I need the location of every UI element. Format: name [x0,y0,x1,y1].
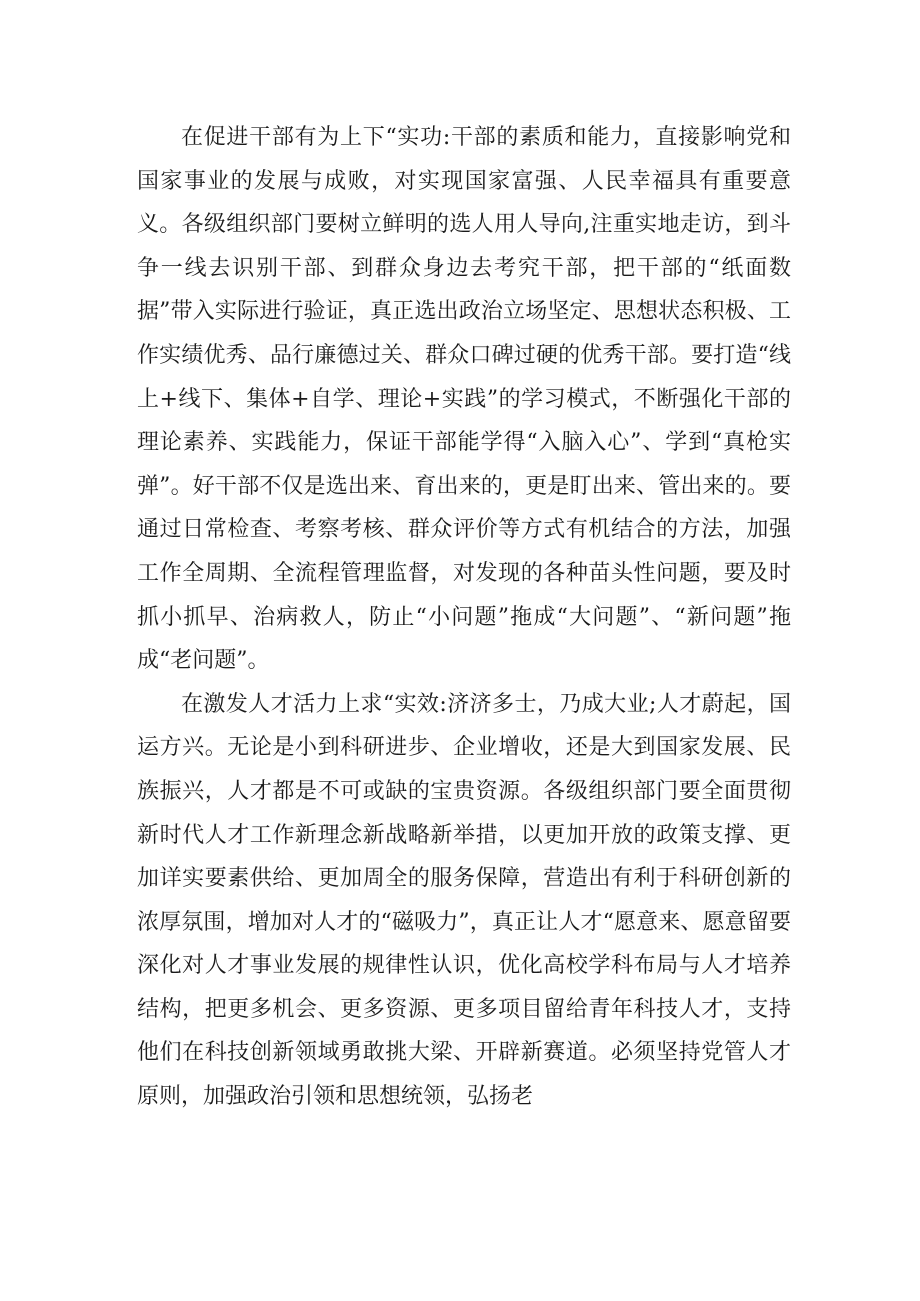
paragraph-cadre-work: 在促进干部有为上下“实功:干部的素质和能力，直接影响党和国家事业的发展与成败，对实现国家富强、人民幸福具有重要意义。各级组织部门要树立鲜明的选人用人导向,注重实地走访，到斗争一线去识别干部、到群众身边去考究干部，把干部的“纸面数据”带入实际进行验证，真正选出政治立场坚定、思想状态积极、工作实绩优秀、品行廉德过关、群众口碑过硬的优秀干部。要打造“线上+线下、集体+自学、理论+实践”的学习模式，不断强化干部的理论素养、实践能力，保证干部能学得“入脑入心”、学到“真枪实弹”。好干部不仅是选出来、育出来的，更是盯出来、管出来的。要通过日常检查、考察考核、群众评价等方式有机结合的方法，加强工作全周期、全流程管理监督，对发现的各种苗头性问题，要及时抓小抓早、治病救人，防止“小问题”拖成“大问题”、“新问题”拖成“老问题”。 [137,125,791,674]
paragraph-talent-vitality: 在激发人才活力上求“实效:济济多士，乃成大业;人才蔚起，国运方兴。无论是小到科研进步、企业增收，还是大到国家发展、民族振兴，人才都是不可或缺的宝贵资源。各级组织部门要全面贯彻新时代人才工作新理念新战略新举措，以更加开放的政策支撑、更加详实要素供给、更加周全的服务保障，营造出有利于科研创新的浓厚氛围，增加对人才的“磁吸力”，真正让人才“愿意来、愿意留要深化对人才事业发展的规律性认识，优化高校学科布局与人才培养结构，把更多机会、更多资源、更多项目留给青年科技人才，支持他们在科技创新领域勇敢挑大梁、开辟新赛道。必须坚持党管人才原则，加强政治引领和思想统领，弘扬老 [137,691,791,1110]
body-text [137,116,791,1119]
